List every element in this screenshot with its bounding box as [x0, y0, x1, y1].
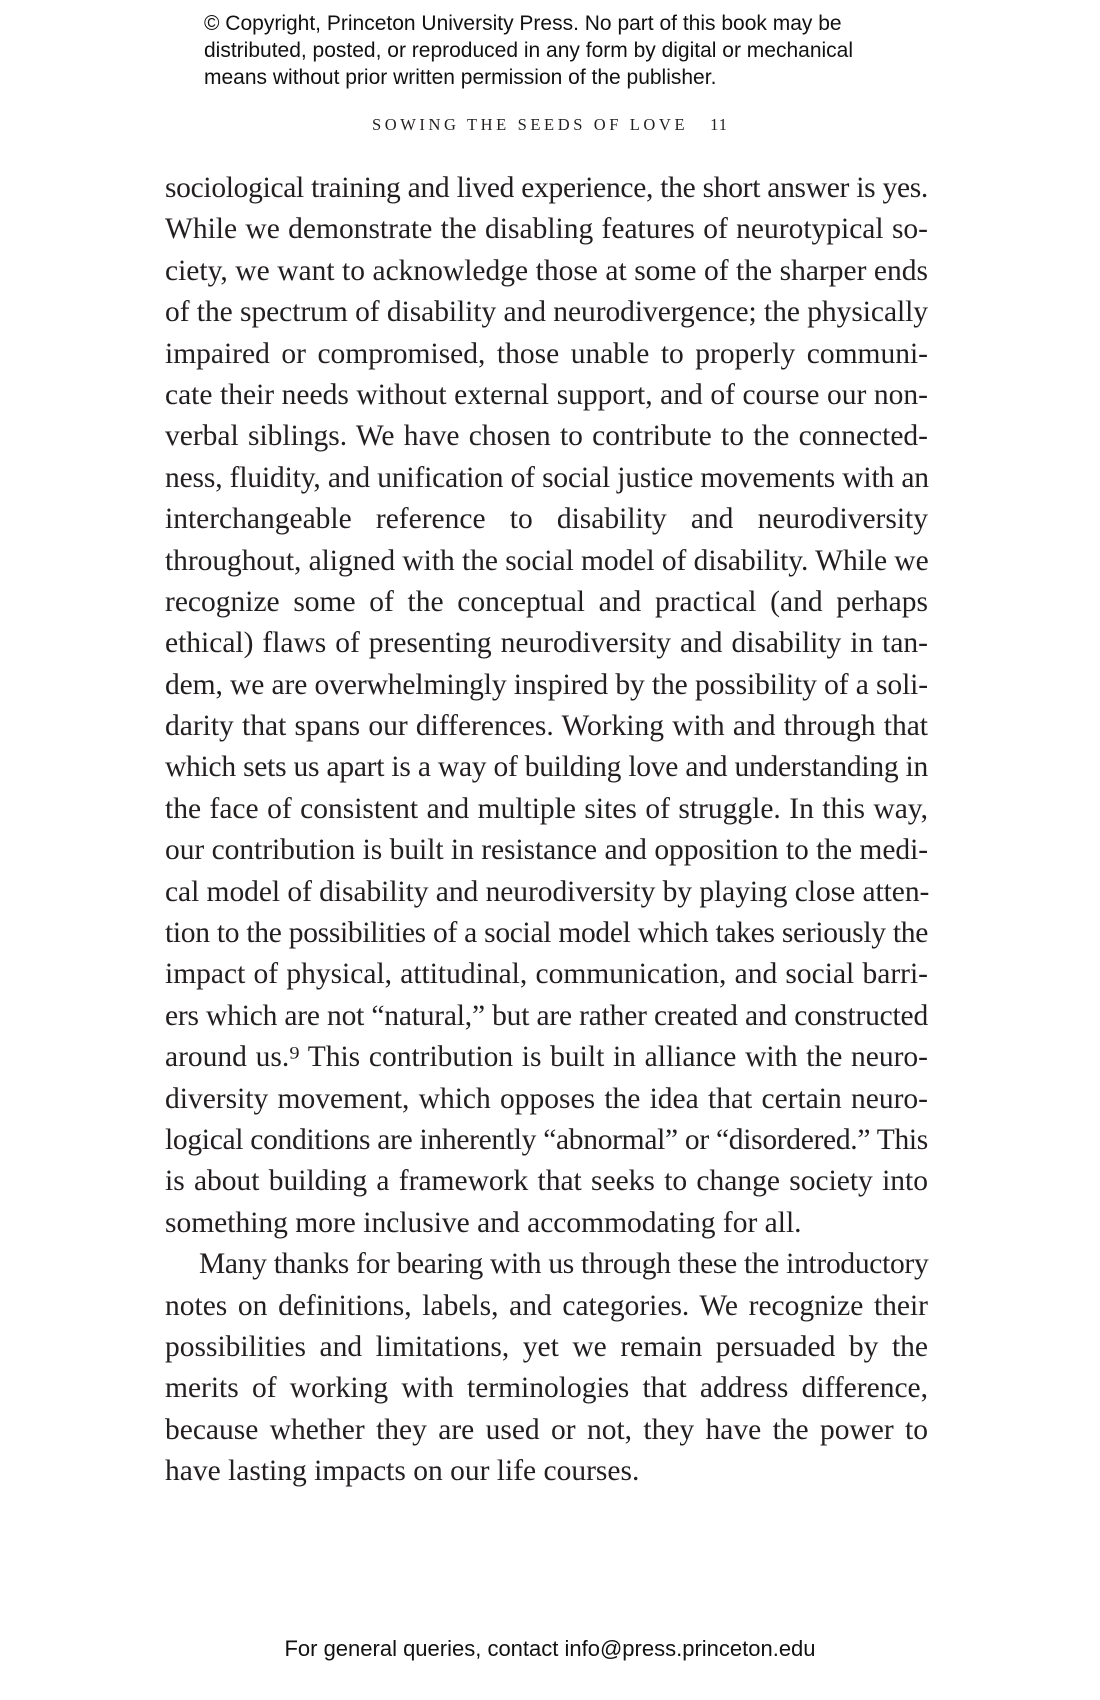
- text-line: because whether they are used or not, they have the power to: [165, 1413, 928, 1446]
- text-line: recognize some of the conceptual and practical (and perhaps: [165, 585, 928, 618]
- text-line: verbal siblings. We have chosen to contribute to the connected-: [165, 420, 928, 453]
- text-line: is about building a framework that seeks to change society into: [165, 1165, 928, 1198]
- copyright-line: © Copyright, Princeton University Press. No part of this book may be: [204, 12, 842, 35]
- text-line: While we demonstrate the disabling features of neurotypical so-: [165, 213, 928, 246]
- text-line: throughout, aligned with the social model of disability. While we: [165, 544, 929, 577]
- text-line: darity that spans our differences. Working with and through that: [165, 710, 928, 743]
- copyright-line: means without prior written permission of the publisher.: [204, 66, 717, 89]
- text-line: our contribution is built in resistance and opposition to the medi-: [165, 834, 928, 867]
- text-line: interchangeable reference to disability and neurodiversity: [165, 503, 928, 536]
- text-line: of the spectrum of disability and neurodivergence; the physically: [165, 296, 928, 329]
- running-head-title: SOWING THE SEEDS OF LOVE: [371, 115, 689, 134]
- copyright-notice: [204, 10, 964, 91]
- text-line: sociological training and lived experience, the short answer is yes.: [165, 172, 928, 204]
- text-line: ers which are not “natural,” but are rather created and constructed: [165, 999, 928, 1032]
- footer-contact: For general queries, contact info@press.princeton.edu: [284, 1636, 816, 1661]
- text-line: ness, fluidity, and unification of social justice movements with an: [165, 461, 929, 494]
- text-line: have lasting impacts on our life courses.: [165, 1455, 640, 1488]
- body-text: [165, 168, 928, 1493]
- text-line: possibilities and limitations, yet we remain persuaded by the: [165, 1330, 928, 1363]
- text-line: cal model of disability and neurodiversity by playing close atten-: [165, 875, 930, 908]
- text-line: notes on definitions, labels, and categories. We recognize their: [165, 1289, 928, 1322]
- text-line: around us.⁹ This contribution is built in alliance with the neuro-: [165, 1041, 928, 1074]
- text-line: something more inclusive and accommodating for all.: [165, 1206, 802, 1239]
- text-line: impaired or compromised, those unable to properly communi-: [165, 337, 928, 370]
- running-head: [0, 115, 1100, 135]
- paragraph: [165, 168, 928, 1244]
- text-line: Many thanks for bearing with us through these the introductory: [199, 1248, 929, 1281]
- text-line: logical conditions are inherently “abnormal” or “disordered.” This: [165, 1123, 928, 1156]
- text-line: ciety, we want to acknowledge those at some of the sharper ends: [165, 254, 928, 287]
- text-line: tion to the possibilities of a social model which takes seriously the: [165, 917, 928, 950]
- text-line: which sets us apart is a way of building love and understanding in: [165, 751, 928, 784]
- text-line: cate their needs without external support, and of course our non-: [165, 378, 928, 411]
- text-line: ethical) flaws of presenting neurodiversity and disability in tan-: [165, 627, 928, 660]
- text-line: the face of consistent and multiple sites of struggle. In this way,: [165, 792, 928, 825]
- text-line: dem, we are overwhelmingly inspired by the possibility of a soli-: [165, 668, 928, 701]
- page-number: 11: [710, 115, 729, 134]
- text-line: diversity movement, which opposes the idea that certain neuro-: [165, 1082, 928, 1115]
- copyright-line: distributed, posted, or reproduced in any form by digital or mechanical: [204, 39, 854, 62]
- text-line: merits of working with terminologies that address difference,: [165, 1372, 928, 1405]
- text-line: impact of physical, attitudinal, communication, and social barri-: [165, 958, 928, 991]
- paragraph: [165, 1244, 928, 1492]
